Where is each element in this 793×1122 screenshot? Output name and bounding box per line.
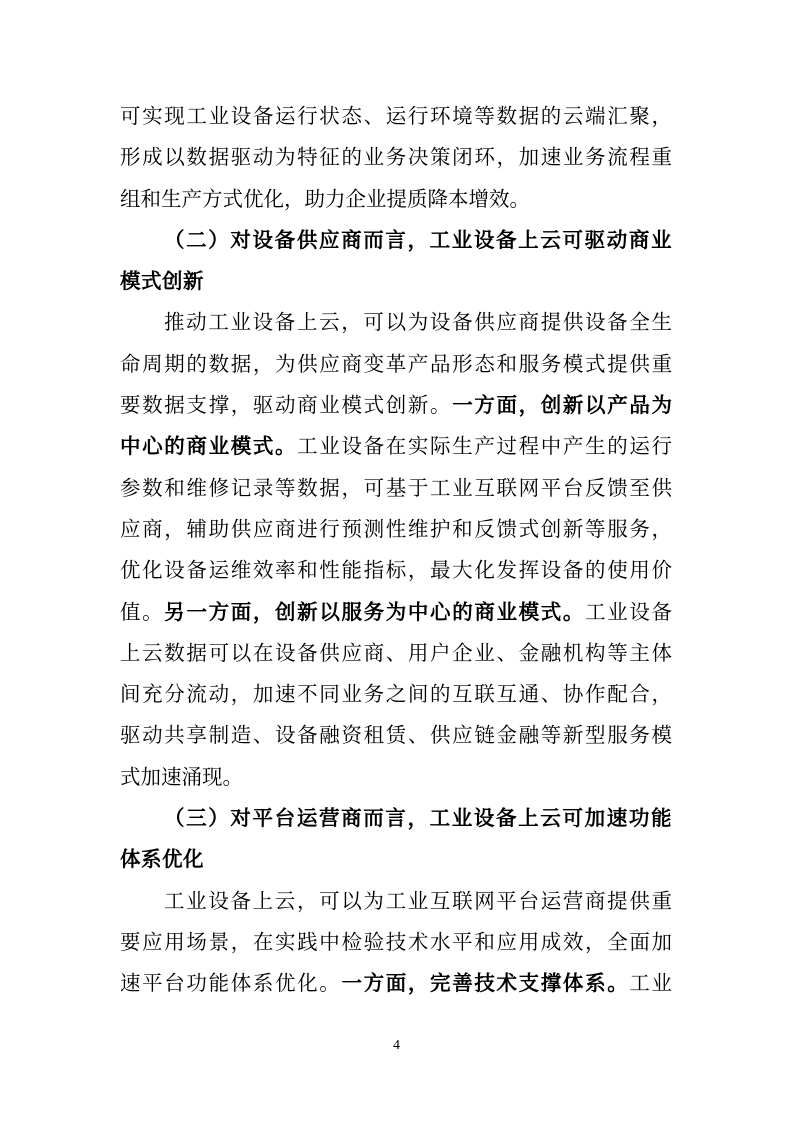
bold-text-run: 另一方面，创新以服务为中心的商业模式。 [164, 599, 586, 624]
document-page [120, 96, 672, 1005]
text-line: 参数和维修记录等数据，可基于工业互联网平台反馈至供 [120, 475, 672, 500]
text-line: 可实现工业设备运行状态、运行环境等数据的云端汇聚， [120, 104, 672, 128]
text-run: 值。 [120, 599, 165, 624]
text-run: 要数据支撑，驱动商业模式创新。 [120, 393, 453, 418]
heading-line: （三）对平台运营商而言，工业设备上云可加速功能 [164, 806, 672, 831]
bold-text-run: 一方面，创新以产品为 [452, 393, 672, 418]
paragraph [120, 881, 672, 1005]
text-run: 工业设备在实际生产过程中产生的运行 [297, 434, 672, 459]
text-line [120, 385, 672, 426]
text-line [120, 963, 672, 1004]
text-run: 速平台功能体系优化。 [120, 971, 342, 996]
text-run: 工业 [629, 971, 672, 996]
text-line: 优化设备运维效率和性能指标，最大化发挥设备的使用价 [120, 558, 672, 583]
text-line: 要应用场景，在实践中检验技术水平和应用成效，全面加 [120, 929, 672, 954]
text-line [120, 592, 672, 633]
text-line: 驱动共享制造、设备融资租赁、供应链金融等新型服务模 [120, 723, 672, 748]
bold-text-run: 一方面，完善技术支撑体系。 [341, 971, 630, 996]
section-heading-2 [120, 220, 672, 303]
text-line: 式加速涌现。 [120, 764, 243, 789]
paragraph [120, 302, 672, 798]
paragraph [120, 96, 672, 220]
heading-line: （二）对设备供应商而言，工业设备上云可驱动商业 [164, 227, 672, 252]
text-line [120, 426, 672, 467]
heading-line: 模式创新 [120, 269, 204, 294]
text-line: 形成以数据驱动为特征的业务决策闭环，加速业务流程重 [120, 145, 672, 170]
section-heading-3 [120, 798, 672, 881]
text-line: 间充分流动，加速不同业务之间的互联互通、协作配合， [120, 682, 672, 707]
text-line: 上云数据可以在设备供应商、用户企业、金融机构等主体 [120, 640, 672, 665]
bold-text-run: 中心的商业模式。 [120, 434, 298, 459]
text-line: 命周期的数据，为供应商变革产品形态和服务模式提供重 [120, 351, 672, 376]
text-line: 工业设备上云，可以为工业互联网平台运营商提供重 [164, 888, 672, 913]
text-line: 推动工业设备上云，可以为设备供应商提供设备全生 [164, 310, 672, 335]
text-run: 工业设备 [585, 599, 672, 624]
page-number: 4 [393, 1038, 400, 1053]
text-line: 组和生产方式优化，助力企业提质降本增效。 [120, 186, 530, 211]
heading-line: 体系优化 [120, 847, 204, 872]
text-line: 应商，辅助供应商进行预测性维护和反馈式创新等服务， [120, 516, 672, 541]
